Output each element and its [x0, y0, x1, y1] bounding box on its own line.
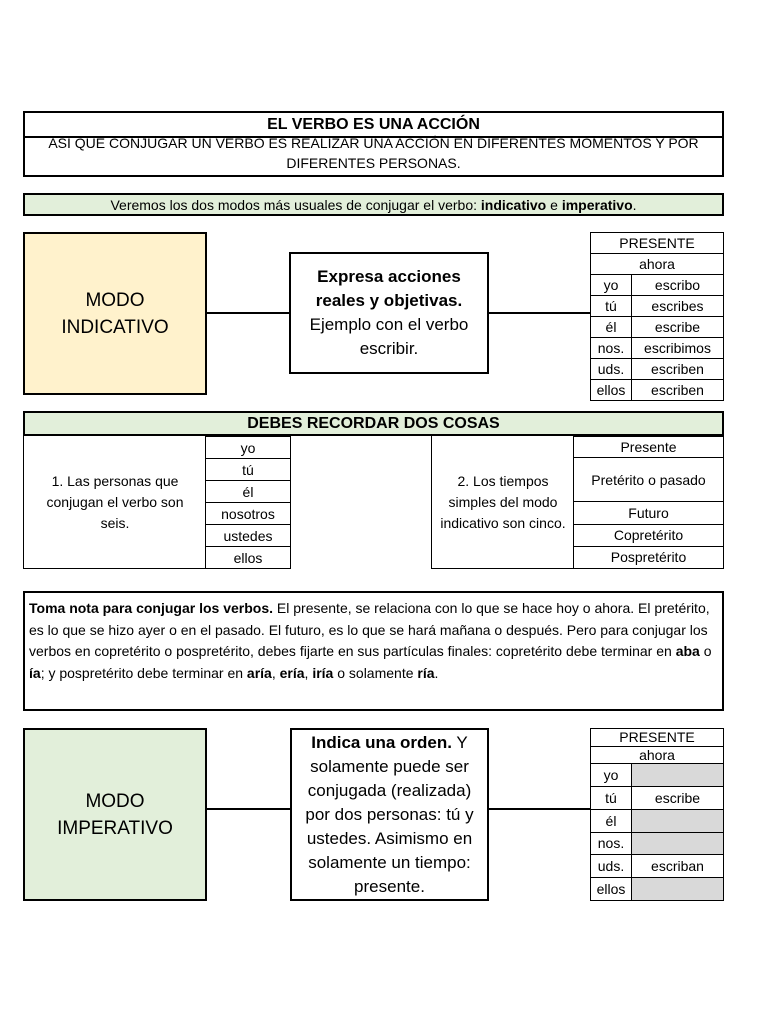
form-cell: escribimos — [632, 338, 724, 359]
table-row — [206, 481, 291, 503]
table-row — [574, 524, 724, 546]
person-cell: yo — [591, 275, 632, 296]
person-cell: ellos — [206, 547, 291, 569]
indicativo-desc-rest: Ejemplo con el verbo escribir. — [309, 315, 469, 358]
form-cell: escribo — [632, 275, 724, 296]
recordar-point-1: 1. Las personas que conjugan el verbo son seis. — [23, 436, 206, 569]
table-row — [206, 525, 291, 547]
connector-line — [489, 808, 590, 810]
table-row — [574, 437, 724, 458]
nota-bold: aría — [246, 664, 272, 681]
recordar-point-2: 2. Los tiempos simples del modo indicativo son cinco. — [431, 436, 574, 569]
person-cell: uds. — [591, 855, 632, 878]
connector-line — [489, 312, 590, 314]
person-cell: ellos — [591, 380, 632, 401]
nota-bold: iría — [312, 664, 334, 681]
modo-indicativo-label-1: MODO — [85, 289, 145, 311]
person-cell: nos. — [591, 338, 632, 359]
intro-text-after: . — [632, 196, 637, 213]
nota-text: . — [434, 664, 439, 681]
person-cell: nosotros — [206, 503, 291, 525]
person-cell: tú — [206, 459, 291, 481]
table-row — [574, 502, 724, 524]
modo-imperativo-label-1: MODO — [85, 790, 145, 812]
person-cell: tú — [591, 787, 632, 810]
tense-cell: Futuro — [574, 502, 724, 524]
table-row — [206, 503, 291, 525]
form-cell: escriben — [632, 359, 724, 380]
indicativo-desc-bold: Expresa acciones reales y objetivas. — [315, 267, 463, 310]
form-cell: escribe — [632, 317, 724, 338]
tense-cell: Presente — [574, 437, 724, 458]
nota-bold: ría — [417, 664, 435, 681]
form-cell — [632, 832, 724, 855]
recordar-title: DEBES RECORDAR DOS COSAS — [23, 411, 724, 436]
intro-text-before: Veremos los dos modos más usuales de conjugar el verbo: — [110, 196, 481, 213]
nota-bold: ía — [29, 664, 41, 681]
page-subtitle: ASÍ QUE CONJUGAR UN VERBO ES REALIZAR UNA ACCIÓN EN DIFERENTES MOMENTOS Y POR DIFERENTES PERSONAS. — [48, 135, 699, 171]
table-header: PRESENTE — [591, 233, 724, 254]
form-cell: escribes — [632, 296, 724, 317]
person-cell: él — [591, 317, 632, 338]
tenses-table — [573, 436, 724, 569]
modo-imperativo-label-2: IMPERATIVO — [57, 817, 173, 839]
person-cell: yo — [206, 437, 291, 459]
title-box — [23, 111, 724, 177]
persons-table — [205, 436, 291, 569]
person-cell: nos. — [591, 832, 632, 855]
tense-cell: Pretérito o pasado — [574, 458, 724, 502]
table-row — [591, 275, 724, 296]
table-subheader: ahora — [591, 746, 724, 764]
connector-line — [207, 808, 290, 810]
person-cell: uds. — [591, 359, 632, 380]
table-row — [591, 878, 724, 901]
nota-bold: aba — [675, 643, 700, 659]
person-cell: ellos — [591, 878, 632, 901]
form-cell: escribe — [632, 787, 724, 810]
table-row — [591, 809, 724, 832]
modo-indicativo-label-2: INDICATIVO — [61, 316, 169, 338]
table-row — [591, 338, 724, 359]
table-row — [206, 437, 291, 459]
table-row — [591, 317, 724, 338]
imperativo-description — [290, 728, 489, 901]
nota-text: ; y pospretérito debe terminar en — [40, 664, 247, 681]
intro-bold-imperativo: imperativo — [561, 196, 633, 213]
indicativo-conjugation-table — [590, 232, 724, 401]
person-cell: él — [591, 809, 632, 832]
nota-text: , — [304, 664, 313, 681]
nota-bold: ería — [279, 664, 305, 681]
nota-bold-lead: Toma nota para conjugar los verbos. — [29, 600, 274, 616]
nota-text: , — [271, 664, 280, 681]
table-header: PRESENTE — [591, 729, 724, 747]
table-row — [591, 855, 724, 878]
tense-cell: Copretérito — [574, 524, 724, 546]
table-row — [206, 547, 291, 569]
nota-paragraph — [23, 591, 724, 711]
nota-text: El presente, se relaciona con lo que se hace hoy o ahora. El pretérito, es lo que se hizo ayer o en el pasado. El futuro, es lo que se hará mañana o después. Pero para conjugar los verbos en copretérito o pospretérito, debes fijarte en sus partículas finales: copretérito debe terminar en — [29, 600, 710, 659]
person-cell: ustedes — [206, 525, 291, 547]
table-row — [206, 459, 291, 481]
table-row — [591, 380, 724, 401]
imperativo-conjugation-table — [590, 728, 724, 901]
imperativo-desc-rest: Y solamente puede ser conjugada (realizada) por dos personas: tú y ustedes. Asimismo en solamente un tiempo: presente. — [305, 732, 474, 896]
table-subheader: ahora — [591, 254, 724, 275]
tense-cell: Pospretérito — [574, 546, 724, 568]
table-row — [591, 832, 724, 855]
person-cell: él — [206, 481, 291, 503]
form-cell: escriban — [632, 855, 724, 878]
intro-banner — [23, 193, 724, 216]
table-row — [591, 296, 724, 317]
form-cell — [632, 878, 724, 901]
intro-text — [110, 197, 636, 213]
form-cell — [632, 764, 724, 787]
form-cell: escriben — [632, 380, 724, 401]
nota-text: o solamente — [333, 664, 418, 681]
table-row — [591, 764, 724, 787]
intro-text-mid: e — [546, 196, 562, 213]
form-cell — [632, 809, 724, 832]
imperativo-desc-bold: Indica una orden. — [311, 732, 452, 752]
page-title: EL VERBO ES UNA ACCIÓN — [25, 113, 722, 138]
table-row — [574, 546, 724, 568]
person-cell: tú — [591, 296, 632, 317]
nota-text: o — [699, 643, 712, 659]
table-row — [591, 359, 724, 380]
modo-imperativo-box — [23, 728, 207, 901]
table-row — [574, 458, 724, 502]
table-row — [591, 787, 724, 810]
intro-bold-indicativo: indicativo — [480, 196, 547, 213]
indicativo-description — [289, 252, 489, 374]
person-cell: yo — [591, 764, 632, 787]
connector-line — [207, 312, 289, 314]
modo-indicativo-box — [23, 232, 207, 395]
